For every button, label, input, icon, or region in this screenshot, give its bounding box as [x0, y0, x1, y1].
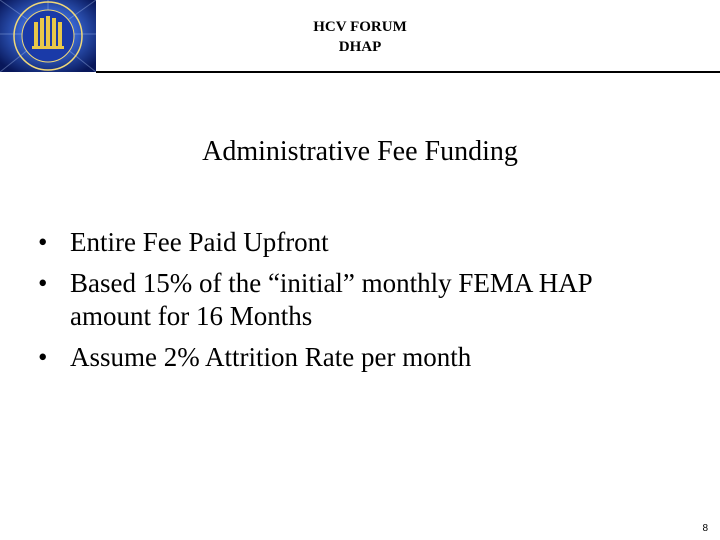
page-number: 8 — [702, 523, 708, 534]
list-item — [38, 226, 678, 259]
bullet-icon: • — [38, 268, 48, 298]
bullet-icon: • — [38, 342, 48, 372]
bullet-icon: • — [38, 227, 48, 257]
list-item — [38, 267, 678, 333]
slide-title: Administrative Fee Funding — [202, 136, 518, 167]
header-line-1: HCV FORUM — [313, 19, 407, 35]
bullet-text: Based 15% of the “initial” monthly FEMA HAP amount for 16 Months — [70, 268, 592, 331]
bullet-list — [38, 226, 678, 382]
header-divider — [96, 71, 720, 73]
bullet-text: Entire Fee Paid Upfront — [70, 227, 329, 257]
list-item — [38, 341, 678, 374]
header-line-2: DHAP — [338, 39, 382, 55]
header-title — [0, 17, 720, 57]
bullet-text: Assume 2% Attrition Rate per month — [70, 342, 472, 372]
